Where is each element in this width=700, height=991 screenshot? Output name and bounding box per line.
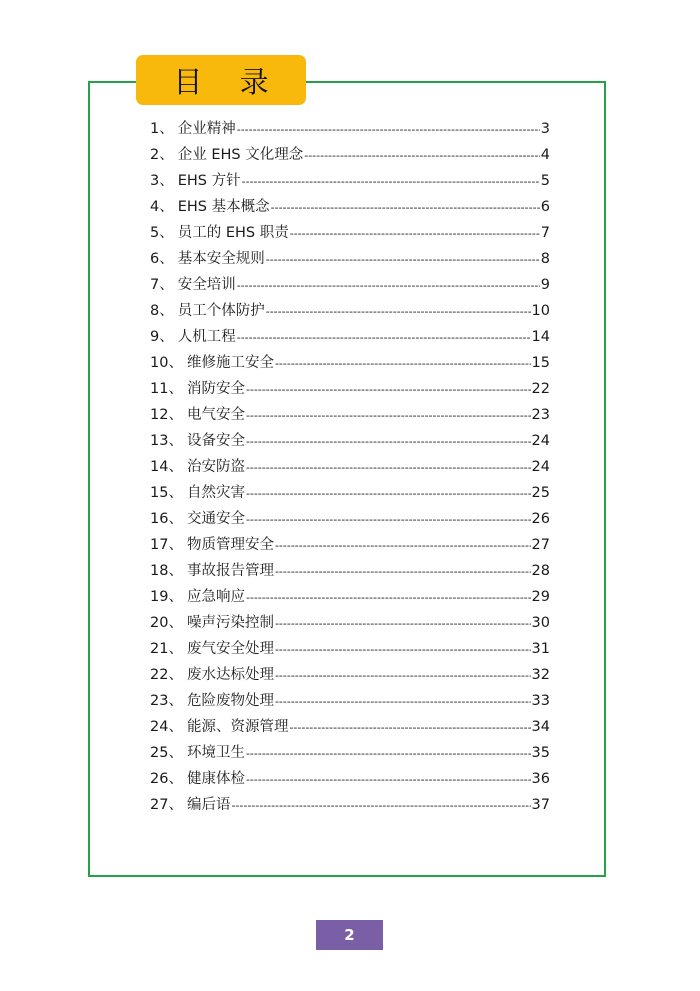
toc-entry-page: 10 <box>531 303 550 319</box>
toc-entry-title: 健康体检 <box>186 771 245 787</box>
toc-entry-title: 员工的 EHS 职责 <box>177 225 289 241</box>
toc-entry[interactable] <box>150 766 550 792</box>
toc-entry-title: 自然灾害 <box>186 485 245 501</box>
toc-entry-page: 15 <box>531 355 550 371</box>
toc-entry-page: 24 <box>531 459 550 475</box>
toc-leader-dashes <box>275 351 531 376</box>
toc-leader-dashes <box>275 611 531 636</box>
toc-leader-dashes <box>246 741 531 766</box>
toc-entry-page: 37 <box>531 797 550 813</box>
toc-leader-dashes <box>271 195 540 220</box>
toc-entry[interactable] <box>150 714 550 740</box>
toc-entry[interactable] <box>150 480 550 506</box>
toc-leader-dashes <box>290 221 540 246</box>
toc-entry-title: 危险废物处理 <box>186 693 274 709</box>
toc-entry-title: 电气安全 <box>186 407 245 423</box>
toc-entry-number: 19、 <box>150 589 183 605</box>
toc-leader-dashes <box>237 273 540 298</box>
toc-entry[interactable] <box>150 350 550 376</box>
toc-entry[interactable] <box>150 220 550 246</box>
toc-leader-dashes <box>246 481 531 506</box>
toc-entry-page: 8 <box>540 251 550 267</box>
toc-entry-number: 21、 <box>150 641 183 657</box>
toc-entry[interactable] <box>150 506 550 532</box>
toc-entry[interactable] <box>150 740 550 766</box>
toc-entry-title: 企业精神 <box>177 121 236 137</box>
toc-leader-dashes <box>246 403 531 428</box>
page-title: 目 录 <box>173 64 283 99</box>
toc-entry-title: 环境卫生 <box>186 745 245 761</box>
toc-entry-number: 24、 <box>150 719 183 735</box>
toc-entry-page: 9 <box>540 277 550 293</box>
toc-entry-page: 33 <box>531 693 550 709</box>
toc-entry-title: 事故报告管理 <box>186 563 274 579</box>
toc-entry-number: 10、 <box>150 355 183 371</box>
toc-entry-page: 4 <box>540 147 550 163</box>
toc-entry-title: 基本安全规则 <box>177 251 265 267</box>
toc-entry-number: 8、 <box>150 303 174 319</box>
table-of-contents <box>150 116 550 818</box>
toc-leader-dashes <box>246 585 531 610</box>
toc-entry-page: 6 <box>540 199 550 215</box>
toc-entry-number: 27、 <box>150 797 183 813</box>
toc-entry-page: 35 <box>531 745 550 761</box>
toc-entry-page: 27 <box>531 537 550 553</box>
toc-entry-number: 2、 <box>150 147 174 163</box>
toc-title-box <box>136 55 306 105</box>
toc-leader-dashes <box>266 247 540 272</box>
toc-entry-title: 治安防盗 <box>186 459 245 475</box>
toc-entry-page: 32 <box>531 667 550 683</box>
toc-entry[interactable] <box>150 428 550 454</box>
toc-entry[interactable] <box>150 792 550 818</box>
toc-entry-page: 28 <box>531 563 550 579</box>
toc-entry[interactable] <box>150 662 550 688</box>
toc-entry-number: 17、 <box>150 537 183 553</box>
toc-entry-title: 废水达标处理 <box>186 667 274 683</box>
toc-entry[interactable] <box>150 688 550 714</box>
toc-entry-page: 29 <box>531 589 550 605</box>
toc-entry-number: 23、 <box>150 693 183 709</box>
toc-entry[interactable] <box>150 636 550 662</box>
toc-entry-title: 物质管理安全 <box>186 537 274 553</box>
toc-entry[interactable] <box>150 168 550 194</box>
toc-entry-number: 18、 <box>150 563 183 579</box>
toc-entry[interactable] <box>150 610 550 636</box>
toc-leader-dashes <box>246 767 531 792</box>
toc-leader-dashes <box>275 533 531 558</box>
toc-entry-page: 31 <box>531 641 550 657</box>
toc-entry[interactable] <box>150 376 550 402</box>
toc-entry-number: 12、 <box>150 407 183 423</box>
toc-leader-dashes <box>275 559 531 584</box>
toc-entry-title: 应急响应 <box>186 589 245 605</box>
toc-entry-title: 废气安全处理 <box>186 641 274 657</box>
toc-leader-dashes <box>246 507 531 532</box>
toc-entry-number: 11、 <box>150 381 183 397</box>
toc-leader-dashes <box>275 689 531 714</box>
toc-entry-page: 25 <box>531 485 550 501</box>
toc-entry-number: 6、 <box>150 251 174 267</box>
toc-entry-title: 能源、资源管理 <box>186 719 289 735</box>
toc-leader-dashes <box>266 299 531 324</box>
toc-entry-title: 安全培训 <box>177 277 236 293</box>
toc-entry-title: 人机工程 <box>177 329 236 345</box>
toc-entry-page: 30 <box>531 615 550 631</box>
toc-entry-number: 9、 <box>150 329 174 345</box>
toc-leader-dashes <box>231 793 530 818</box>
toc-entry[interactable] <box>150 194 550 220</box>
toc-leader-dashes <box>289 715 530 740</box>
toc-entry[interactable] <box>150 324 550 350</box>
toc-entry-page: 23 <box>531 407 550 423</box>
toc-entry-page: 22 <box>531 381 550 397</box>
toc-leader-dashes <box>246 429 531 454</box>
toc-entry-number: 16、 <box>150 511 183 527</box>
toc-entry-page: 24 <box>531 433 550 449</box>
toc-entry-page: 3 <box>540 121 550 137</box>
toc-entry-number: 1、 <box>150 121 174 137</box>
toc-entry-title: EHS 方针 <box>177 173 241 189</box>
toc-entry-number: 14、 <box>150 459 183 475</box>
page-number-badge <box>316 920 383 950</box>
toc-leader-dashes <box>237 117 540 142</box>
toc-leader-dashes <box>275 663 531 688</box>
toc-entry[interactable] <box>150 246 550 272</box>
toc-entry[interactable] <box>150 454 550 480</box>
toc-entry-page: 34 <box>531 719 550 735</box>
toc-entry[interactable] <box>150 558 550 584</box>
toc-leader-dashes <box>246 455 531 480</box>
toc-entry-number: 26、 <box>150 771 183 787</box>
toc-entry-page: 14 <box>531 329 550 345</box>
toc-entry[interactable] <box>150 272 550 298</box>
toc-entry[interactable] <box>150 402 550 428</box>
toc-entry[interactable] <box>150 298 550 324</box>
toc-leader-dashes <box>304 143 540 168</box>
toc-entry-number: 3、 <box>150 173 174 189</box>
toc-leader-dashes <box>275 637 531 662</box>
toc-entry-page: 7 <box>540 225 550 241</box>
toc-entry-number: 22、 <box>150 667 183 683</box>
toc-entry-page: 26 <box>531 511 550 527</box>
toc-entry-number: 5、 <box>150 225 174 241</box>
toc-entry[interactable] <box>150 142 550 168</box>
toc-entry-number: 7、 <box>150 277 174 293</box>
toc-leader-dashes <box>237 325 531 350</box>
toc-entry-number: 20、 <box>150 615 183 631</box>
toc-entry[interactable] <box>150 116 550 142</box>
toc-entry-number: 25、 <box>150 745 183 761</box>
toc-entry-title: 噪声污染控制 <box>186 615 274 631</box>
toc-entry-number: 15、 <box>150 485 183 501</box>
toc-entry-number: 13、 <box>150 433 183 449</box>
toc-entry-title: 员工个体防护 <box>177 303 265 319</box>
toc-entry-title: 设备安全 <box>186 433 245 449</box>
toc-entry-number: 4、 <box>150 199 174 215</box>
toc-entry-title: 企业 EHS 文化理念 <box>177 147 304 163</box>
toc-entry-page: 5 <box>540 173 550 189</box>
toc-entry[interactable] <box>150 532 550 558</box>
toc-leader-dashes <box>242 169 540 194</box>
toc-entry-title: 交通安全 <box>186 511 245 527</box>
toc-entry-page: 36 <box>531 771 550 787</box>
toc-entry-title: EHS 基本概念 <box>177 199 270 215</box>
page-number: 2 <box>344 926 355 944</box>
toc-leader-dashes <box>246 377 531 402</box>
toc-entry[interactable] <box>150 584 550 610</box>
toc-entry-title: 维修施工安全 <box>186 355 274 371</box>
toc-entry-title: 消防安全 <box>186 381 245 397</box>
toc-entry-title: 编后语 <box>186 797 231 813</box>
